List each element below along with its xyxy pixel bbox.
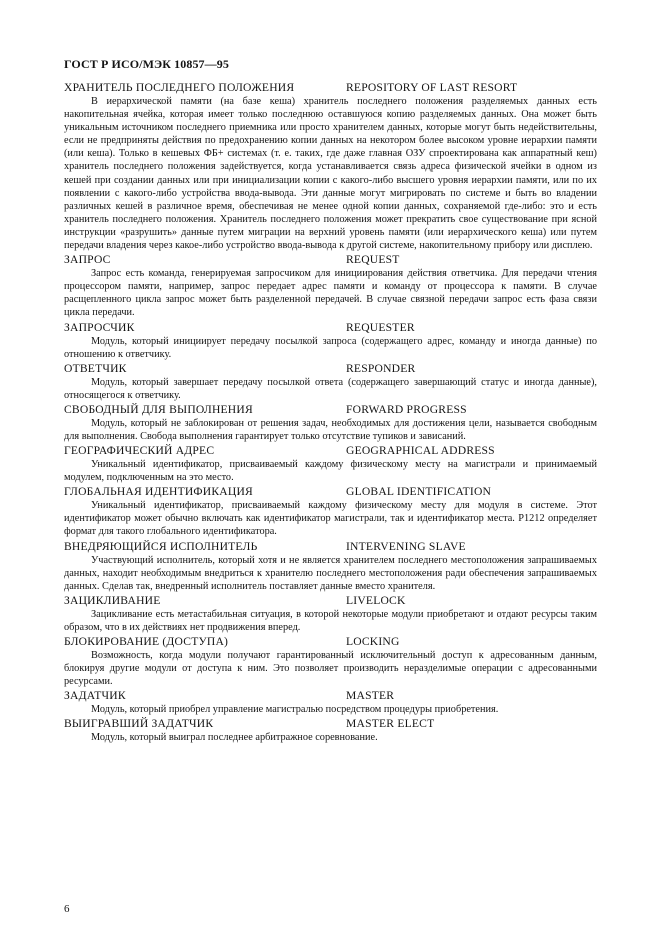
term-en: RESPONDER xyxy=(346,361,416,375)
term-en: LOCKING xyxy=(346,635,400,648)
term-row xyxy=(64,320,597,335)
glossary-entry xyxy=(64,688,597,716)
term-row xyxy=(64,443,597,458)
term-definition: Модуль, который не заблокирован от решения задач, необходимых для достижения цели, называется свободным для выполнения. Свобода выполнения гарантирует только отсутствие тупиков и зависаний. xyxy=(64,417,597,442)
glossary-entry xyxy=(64,593,597,634)
term-ru: ЗАЦИКЛИВАНИЕ xyxy=(64,593,161,607)
term-definition: Модуль, который выиграл последнее арбитражное соревнование. xyxy=(91,732,378,744)
term-en: REQUEST xyxy=(346,253,400,267)
term-en: MASTER xyxy=(346,689,395,703)
term-row xyxy=(64,252,597,267)
term-en: REPOSITORY OF LAST RESORT xyxy=(346,81,518,94)
glossary-entry xyxy=(64,402,597,443)
term-row xyxy=(64,402,597,417)
glossary-entry xyxy=(64,80,597,252)
term-en: GEOGRAPHICAL ADDRESS xyxy=(346,444,495,458)
term-ru: БЛОКИРОВАНИЕ (ДОСТУПА) xyxy=(64,635,229,648)
term-en: INTERVENING SLAVE xyxy=(346,539,466,553)
glossary-body xyxy=(64,80,597,744)
glossary-entry xyxy=(64,539,597,593)
term-definition: Уникальный идентификатор, присваиваемый каждому физическому месту для модуля в системе. Этот идентификатор может обычно включать как идентификатор магистрали, так и идентификатор места. P1212 определяет формат для такого глобального идентификатора. xyxy=(64,500,597,538)
term-ru: ЗАПРОСЧИК xyxy=(64,320,135,334)
term-definition: Модуль, который приобрел управление магистралью посредством процедуры приобретения. xyxy=(91,704,499,716)
term-row xyxy=(64,539,597,554)
term-definition: Зацикливание есть метастабильная ситуация, в которой некоторые модули приобретают и отдают ресурсы таким образом, что в их действиях нет продвижения вперед. xyxy=(64,608,597,633)
term-row xyxy=(64,716,597,731)
term-ru: СВОБОДНЫЙ ДЛЯ ВЫПОЛНЕНИЯ xyxy=(64,402,253,416)
term-en: GLOBAL IDENTIFICATION xyxy=(346,485,492,499)
term-row xyxy=(64,593,597,608)
term-definition: Возможность, когда модули получают гарантированный исключительный доступ к адресованным данным, блокируя другие модули от доступа к ним. Это позволяет производить неразделимые операции с адресованными ресурсами. xyxy=(64,650,597,688)
page-header: ГОСТ Р ИСО/МЭК 10857—95 xyxy=(64,57,229,71)
term-ru: ЗАПРОС xyxy=(64,253,111,267)
term-ru: ГЛОБАЛЬНАЯ ИДЕНТИФИКАЦИЯ xyxy=(64,485,253,499)
glossary-entry xyxy=(64,716,597,744)
term-en: MASTER ELECT xyxy=(346,717,435,731)
term-definition: В иерархической памяти (на базе кеша) хранитель последнего положения разделяемых данных есть накопительная ячейка, которая имеет только последнюю оставшуюся копию разделяемых данных. Она может быть уникальным источником последнего приемника или просто хранителем данных, которые могут быть недействительны, если не предприняты действия по предохранению копии данных на некотором более высоком уровне иерархии памяти (или кеша). Только в кешевых ФБ+ системах (т. е. таких, где даже главная ОЗУ спроектирована как аппаратный кеш) хранитель последнего положения задействуется, когда устанавливается связь адреса физической ячейки в одном из кешей при создании данных или при инициализации копии с какого-либо высшего уровня иерархии памяти, или по их появлении с какого-либо устройства ввода-вывода. Эти данные могут мигрировать по системе и быть во владении различных кешей в различное время, обеспечивая не менее одной копии данных, сохраняемой где-либо: это и есть хранитель последнего положения. Хранитель последнего положения может прекратить свое существование при ясной инструкции «разрушить» данные путем миграции на верхний уровень памяти (или иерархического кеша) или путем передачи владения через какое-либо устройство ввода-вывода к другой системе, накопительному прибору или дисплею. xyxy=(64,96,597,252)
term-row xyxy=(64,634,597,649)
term-definition: Уникальный идентификатор, присваиваемый каждому физическому месту на магистрали и принимаемый модулем, подключенным на это место. xyxy=(64,459,597,484)
term-ru: ОТВЕТЧИК xyxy=(64,361,127,375)
term-definition: Участвующий исполнитель, который хотя и не является хранителем последнего местоположения запрашиваемых данных, находит необходимым внедриться к хранителю последнего местоположения ради обеспечения запрашиваемых данных. Сделав так, внедренный исполнитель поставляет данные вместо хранителя. xyxy=(64,554,597,592)
term-ru: ЗАДАТЧИК xyxy=(64,689,126,703)
glossary-entry xyxy=(64,361,597,402)
term-ru: ВНЕДРЯЮЩИЙСЯ ИСПОЛНИТЕЛЬ xyxy=(64,539,258,553)
term-en: REQUESTER xyxy=(346,320,415,334)
term-ru: ГЕОГРАФИЧЕСКИЙ АДРЕС xyxy=(64,444,215,458)
term-definition: Модуль, который инициирует передачу посылкой запроса (содержащего адрес, команду и иногда данные) по отношению к ответчику. xyxy=(64,335,597,360)
glossary-entry xyxy=(64,252,597,319)
page-number: 6 xyxy=(64,903,70,915)
glossary-entry xyxy=(64,320,597,361)
term-ru: ХРАНИТЕЛЬ ПОСЛЕДНЕГО ПОЛОЖЕНИЯ xyxy=(64,81,295,94)
glossary-entry xyxy=(64,443,597,484)
term-row xyxy=(64,484,597,499)
term-row xyxy=(64,361,597,376)
term-definition: Модуль, который завершает передачу посылкой ответа (содержащего завершающий статус и иногда данные), относящегося к ответчику. xyxy=(64,376,597,401)
term-row xyxy=(64,80,597,95)
glossary-entry xyxy=(64,484,597,538)
term-en: LIVELOCK xyxy=(346,593,406,607)
term-row xyxy=(64,688,597,703)
glossary-entry xyxy=(64,634,597,688)
term-en: FORWARD PROGRESS xyxy=(346,402,467,416)
term-ru: ВЫИГРАВШИЙ ЗАДАТЧИК xyxy=(64,717,214,731)
term-definition: Запрос есть команда, генерируемая запросчиком для инициирования действия ответчика. Для передачи чтения процессором памяти, например, запрос передает адрес памяти и команду от процессора к памяти. В случае расщепленного цикла запрос может быть разделенной передачей. В случае связной передачи запрос есть фаза связи цикла передачи. xyxy=(64,268,597,319)
